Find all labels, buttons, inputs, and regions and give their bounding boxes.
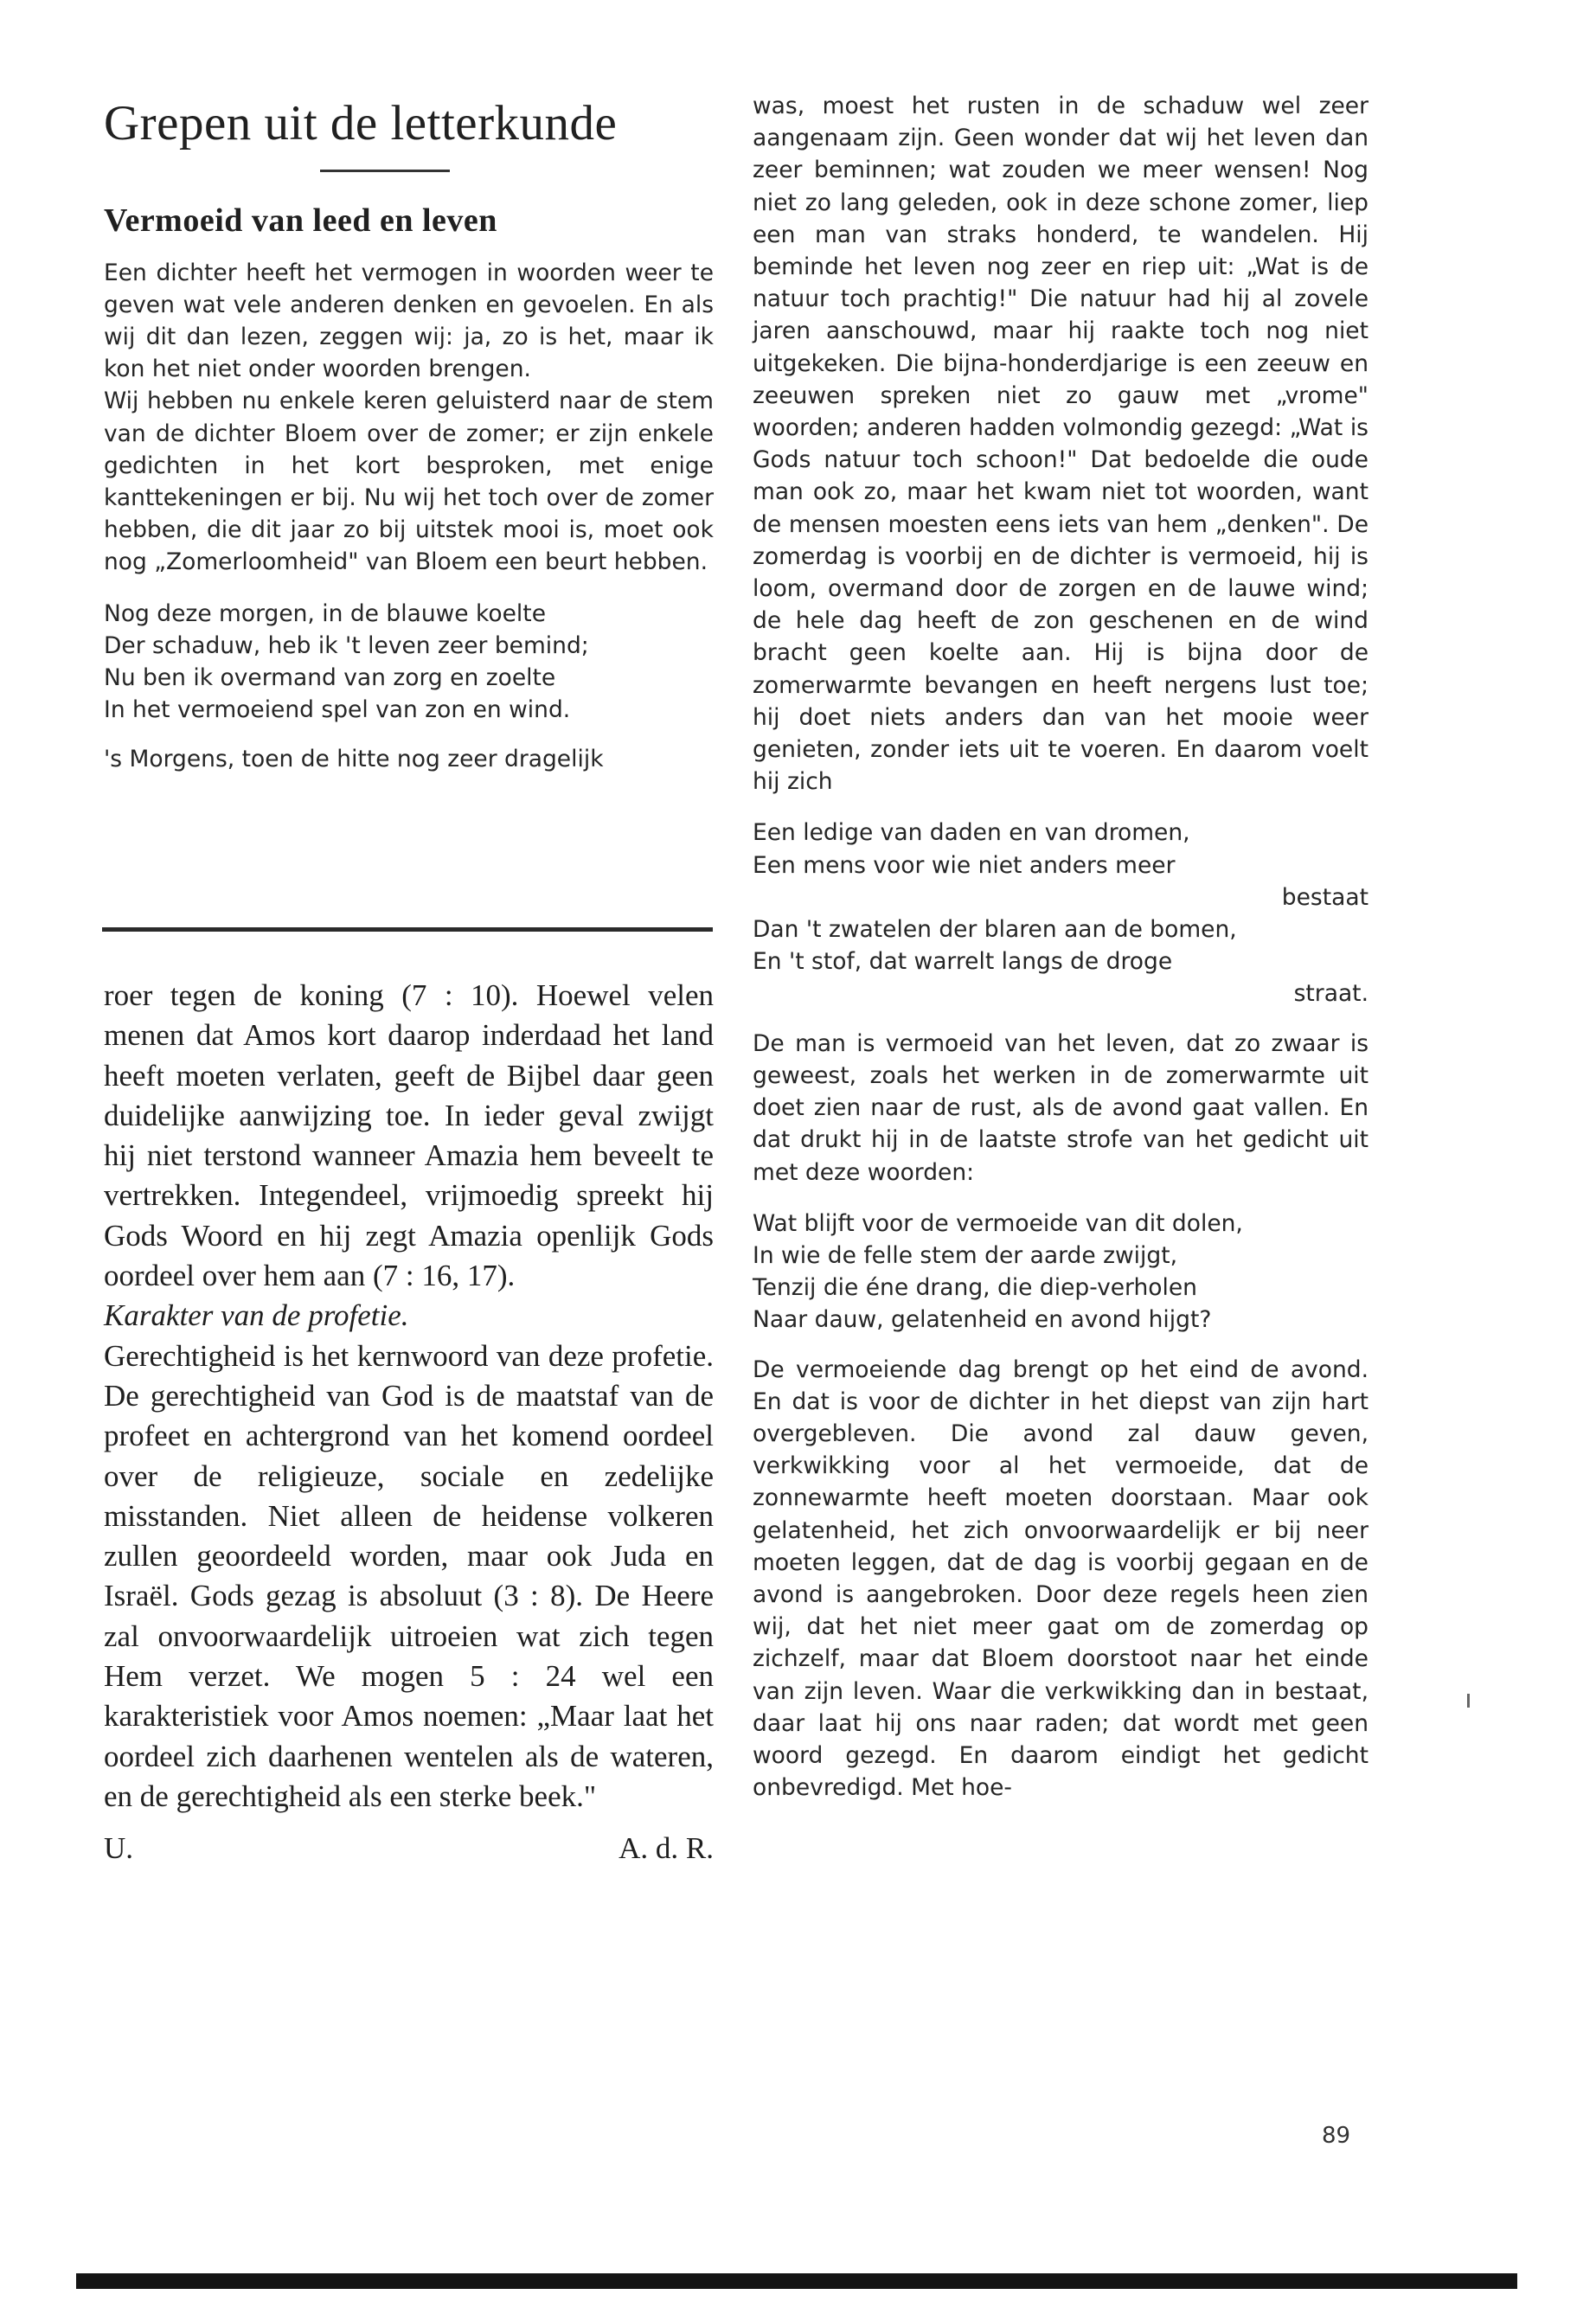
poem-line: Der schaduw, heb ik 't leven zeer bemind; — [104, 631, 589, 659]
signature-location: U. — [104, 1831, 134, 1866]
section-heading: Karakter van de profetie. — [104, 1298, 409, 1333]
page-number: 89 — [1322, 2123, 1351, 2149]
margin-mark — [1467, 1694, 1470, 1708]
paragraph: roer tegen de koning (7 : 10). Hoewel velen menen dat Amos kort daarop inderdaad het land heeft moeten verlaten, geeft de Bijbel daar geen duidelijke aanwijzing toe. In ieder geval zwijgt hij niet terstond wanneer Amazia hem beveelt te vertrekken. Integendeel, vrijmoedig spreekt hij Gods Woord en hij zegt Amazia openlijk Gods oordeel over hem aan (7 : 16, 17). — [104, 978, 714, 1293]
poem-stanza-2 — [753, 817, 1368, 1009]
poem-stanza-3 — [753, 1208, 1368, 1336]
poem-line: Wat blijft voor de vermoeide van dit dolen, — [753, 1209, 1243, 1237]
poem-line: Tenzij die éne drang, die diep-verholen — [753, 1274, 1197, 1302]
poem-stanza-1 — [104, 598, 714, 727]
page-bottom-rule — [76, 2273, 1517, 2289]
poem-line: Dan 't zwatelen der blaren aan de bomen, — [753, 916, 1237, 944]
poem-line-continuation: bestaat — [1281, 883, 1368, 911]
poem-line: In wie de felle stem der aarde zwijgt, — [753, 1241, 1178, 1269]
poem-line: In het vermoeiend spel van zon en wind. — [104, 696, 571, 724]
paragraph: Gerechtigheid is het kernwoord van deze profetie. De gerechtigheid van God is de maatstaf van de profeet en achtergrond van het komend oordeel over de religieuze, sociale en zedelijke misstanden. Niet alleen de heidense volkeren zullen geoordeeld worden, maar ook Juda en Israël. Gods gezag is absoluut (3 : 8). De Heere zal onvoorwaardelijk uitroeien wat zich tegen Hem verzet. We mogen 5 : 24 wel een karakteristiek voor Amos noemen: „Maar laat het oordeel zich daarhenen wentelen als de wateren, en de gerechtigheid als een sterke beek." — [104, 1338, 714, 1813]
article-body-right — [753, 90, 1368, 1804]
article-letterkunde — [104, 95, 714, 776]
column-divider — [102, 927, 713, 932]
poem-line: En 't stof, dat warrelt langs de droge — [753, 948, 1173, 976]
article-subtitle: Vermoeid van leed en leven — [104, 202, 497, 239]
page-title: Grepen uit de letterkunde — [104, 96, 618, 151]
article-amos — [104, 976, 714, 1869]
signature — [104, 1829, 714, 1868]
signature-author: A. d. R. — [619, 1831, 714, 1866]
paragraph-continued: 's Morgens, toen de hitte nog zeer dragelijk — [104, 746, 604, 773]
poem-line: Naar dauw, gelatenheid en avond hijgt? — [753, 1306, 1212, 1334]
title-rule — [320, 170, 450, 172]
poem-line: Een mens voor wie niet anders meer — [753, 851, 1176, 879]
poem-line-continuation: straat. — [1293, 980, 1368, 1008]
poem-line: Nog deze morgen, in de blauwe koelte — [104, 599, 546, 627]
poem-line: Nu ben ik overmand van zorg en zoelte — [104, 663, 556, 691]
paragraph: Een dichter heeft het vermogen in woorden weer te geven wat vele anderen denken en gevoelen. En als wij dit dan lezen, zeggen wij: ja, zo is het, maar ik kon het niet onder woorden brengen. — [104, 259, 714, 383]
paragraph: De man is vermoeid van het leven, dat zo zwaar is geweest, zoals het werken in de zomerwarmte uit doet zien naar de rust, als de avond gaat vallen. En dat drukt hij in de laatste strofe van het gedicht uit met deze woorden: — [753, 1029, 1368, 1186]
poem-line: Een ledige van daden en van dromen, — [753, 819, 1190, 847]
article-body-left — [104, 257, 714, 776]
paragraph: De vermoeiende dag brengt op het eind de avond. En dat is voor de dichter in het diepst van zijn hart overgebleven. Die avond zal dauw geven, verkwikking voor al het vermoeide, dat de zonnewarmte heeft moeten doorstaan. Maar ook gelatenheid, het zich onvoorwaardelijk er bij neer moeten leggen, dat de dag is voorbij gegaan en de avond is aangebroken. Door deze regels heen zien wij, dat het niet meer gaat om de zomerdag op zichzelf, maar dat Bloem doorstoot naar het einde van zijn leven. Waar die verkwikking dan in bestaat, daar laat hij ons naar raden; dat wordt met geen woord gezegd. En daarom eindigt het gedicht onbevredigd. Met hoe- — [753, 1356, 1368, 1802]
paragraph: Wij hebben nu enkele keren geluisterd naar de stem van de dichter Bloem over de zomer; er zijn enkele gedichten in het kort besproken, met enige kanttekeningen er bij. Nu wij het toch over de zomer hebben, die dit jaar zo bij uitstek mooi is, moet ook nog „Zomerloomheid" van Bloem een beurt hebben. — [104, 388, 714, 576]
paragraph: was, moest het rusten in de schaduw wel zeer aangenaam zijn. Geen wonder dat wij het leven dan zeer beminnen; wat zouden we meer wensen! Nog niet zo lang geleden, ook in deze schone zomer, liep een man van straks honderd, te wandelen. Hij beminde het leven nog zeer en riep uit: „Wat is de natuur toch prachtig!" Die natuur had hij al zovele jaren aanschouwd, maar hij raakte toch nog niet uitgekeken. Die bijna-honderdjarige is een zeeuw en zeeuwen spreken niet zo gauw met „vrome" woorden; anderen hadden volmondig gezegd: „Wat is Gods natuur toch schoon!" Dat bedoelde die oude man ook zo, maar het kwam niet tot woorden, want de mensen moesten eens iets van hem „denken". De zomerdag is voorbij en de dichter is vermoeid, hij is loom, overmand door de zorgen en de lauwe wind; de hele dag heeft de zon geschenen en de wind bracht geen koelte aan. Hij is bijna door de zomerwarmte bevangen en heeft nergens lust toe; hij doet niets anders dan van het mooie weer genieten, zonder iets uit te voeren. En daarom voelt hij zich — [753, 93, 1368, 796]
